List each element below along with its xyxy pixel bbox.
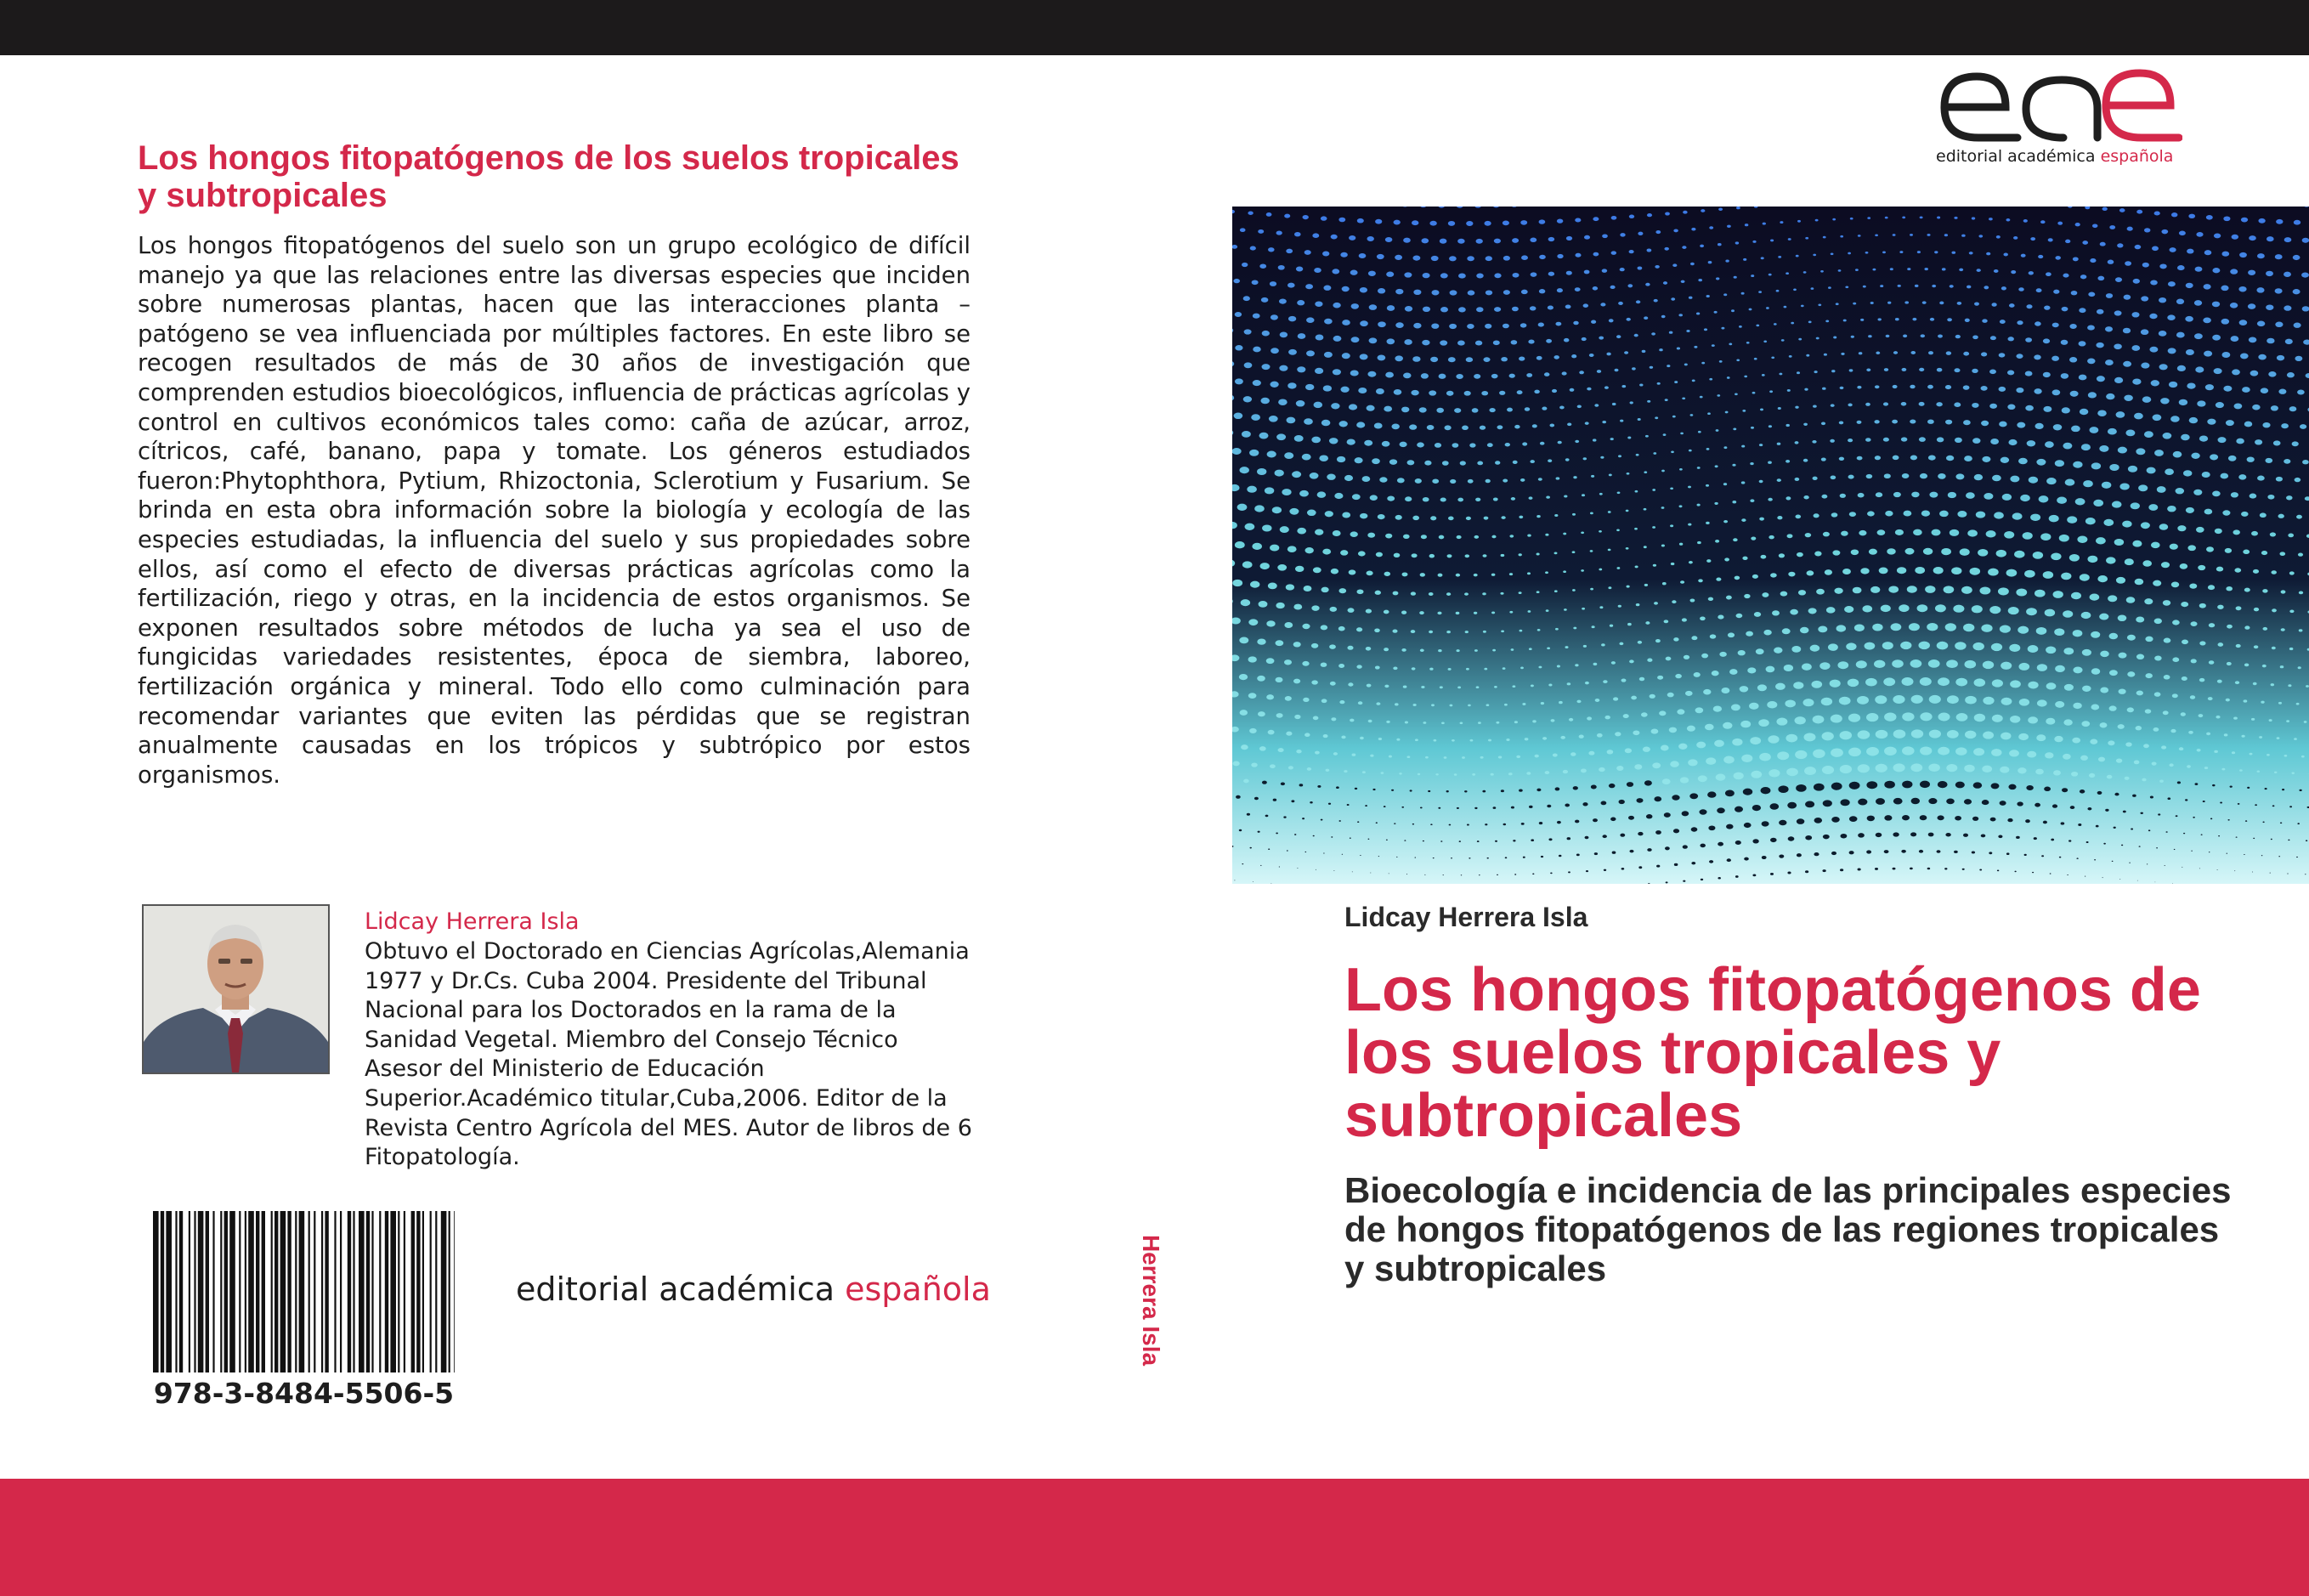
author-bio: Obtuvo el Doctorado en Ciencias Agrícolas,Alemania 1977 y Dr.Cs. Cuba 2004. Presidente del Tribunal Nacional para los Doctorados en la rama de la Sanidad Vegetal. Miembro del Consejo Técnico Asesor del Ministerio de Educación Superior.Académico titular,Cuba,2006. Editor de la Revista Centro Agrícola del MES. Autor de libros de 6 Fitopatología.: [365, 938, 972, 1171]
publisher-name-accent: española: [845, 1271, 991, 1308]
logo-caption: [1936, 146, 2182, 167]
front-author-name: Lidcay Herrera Isla: [1344, 902, 1588, 932]
author-portrait-image: [144, 906, 328, 1072]
spine-author-name: Herrera Isla: [1138, 1234, 1164, 1367]
logo-caption-main: editorial académica: [1936, 147, 2101, 166]
top-bar: [0, 0, 2309, 55]
publisher-imprint-back: [516, 1269, 991, 1310]
front-cover-subtitle: Bioecología e incidencia de las principales especies de hongos fitopatógenos de las regiones tropicales y subtropicales: [1344, 1170, 2232, 1288]
bottom-bar: [0, 1479, 2309, 1596]
isbn-number: 978-3-8484-5506-5: [153, 1377, 455, 1410]
back-cover-blurb: Los hongos fitopatógenos del suelo son un grupo ecológico de difícil manejo ya que las relaciones entre las diversas especies que inciden sobre numerosas plantas, hacen que las interacciones planta – patógeno se vea influenciada por múltiples factores. En este libro se recogen resultados de más de 30 años de investigación que comprenden estudios bioecológicos, influencia de prácticas agrícolas y control en cultivos económicos tales como: caña de azúcar, arroz, cítricos, café, banano, papa y tomate. Los géneros estudiados fueron:Phytophthora, Pytium, Rhizoctonia, Sclerotium y Fusarium. Se brinda en esta obra información sobre la biología y ecología de las especies estudiadas, la influencia del suelo y sus propiedades sobre ellos, así como el efecto de diversas prácticas agrícolas como la fertilización, riego y otras, en la incidencia de estos organismos. Se exponen resultados sobre métodos de lucha ya sea el uso de fungicidas variedades resistentes, época de siembra, laboreo, fertilización orgánica y mineral. Todo ello como culminación para recomendar variantes que eviten las pérdidas que se registran anualmente causadas en los trópicos y subtrópico por estos organismos.: [138, 232, 971, 789]
front-cover-title: Los hongos fitopatógenos de los suelos tropicales y subtropicales: [1344, 956, 2201, 1150]
publisher-name-main: editorial académica: [516, 1271, 846, 1308]
back-author-name: Lidcay Herrera Isla: [365, 908, 580, 935]
spine: [1134, 1220, 1168, 1381]
eae-logo-icon: [1936, 66, 2182, 143]
logo-caption-accent: española: [2100, 147, 2174, 166]
publisher-logo: [1936, 66, 2182, 173]
barcode-image: [153, 1211, 455, 1372]
author-photo: [142, 904, 330, 1074]
cover-art-halftone-image: [1232, 207, 2309, 884]
back-cover-title: Los hongos fitopatógenos de los suelos tropicales y subtropicales: [138, 139, 959, 214]
